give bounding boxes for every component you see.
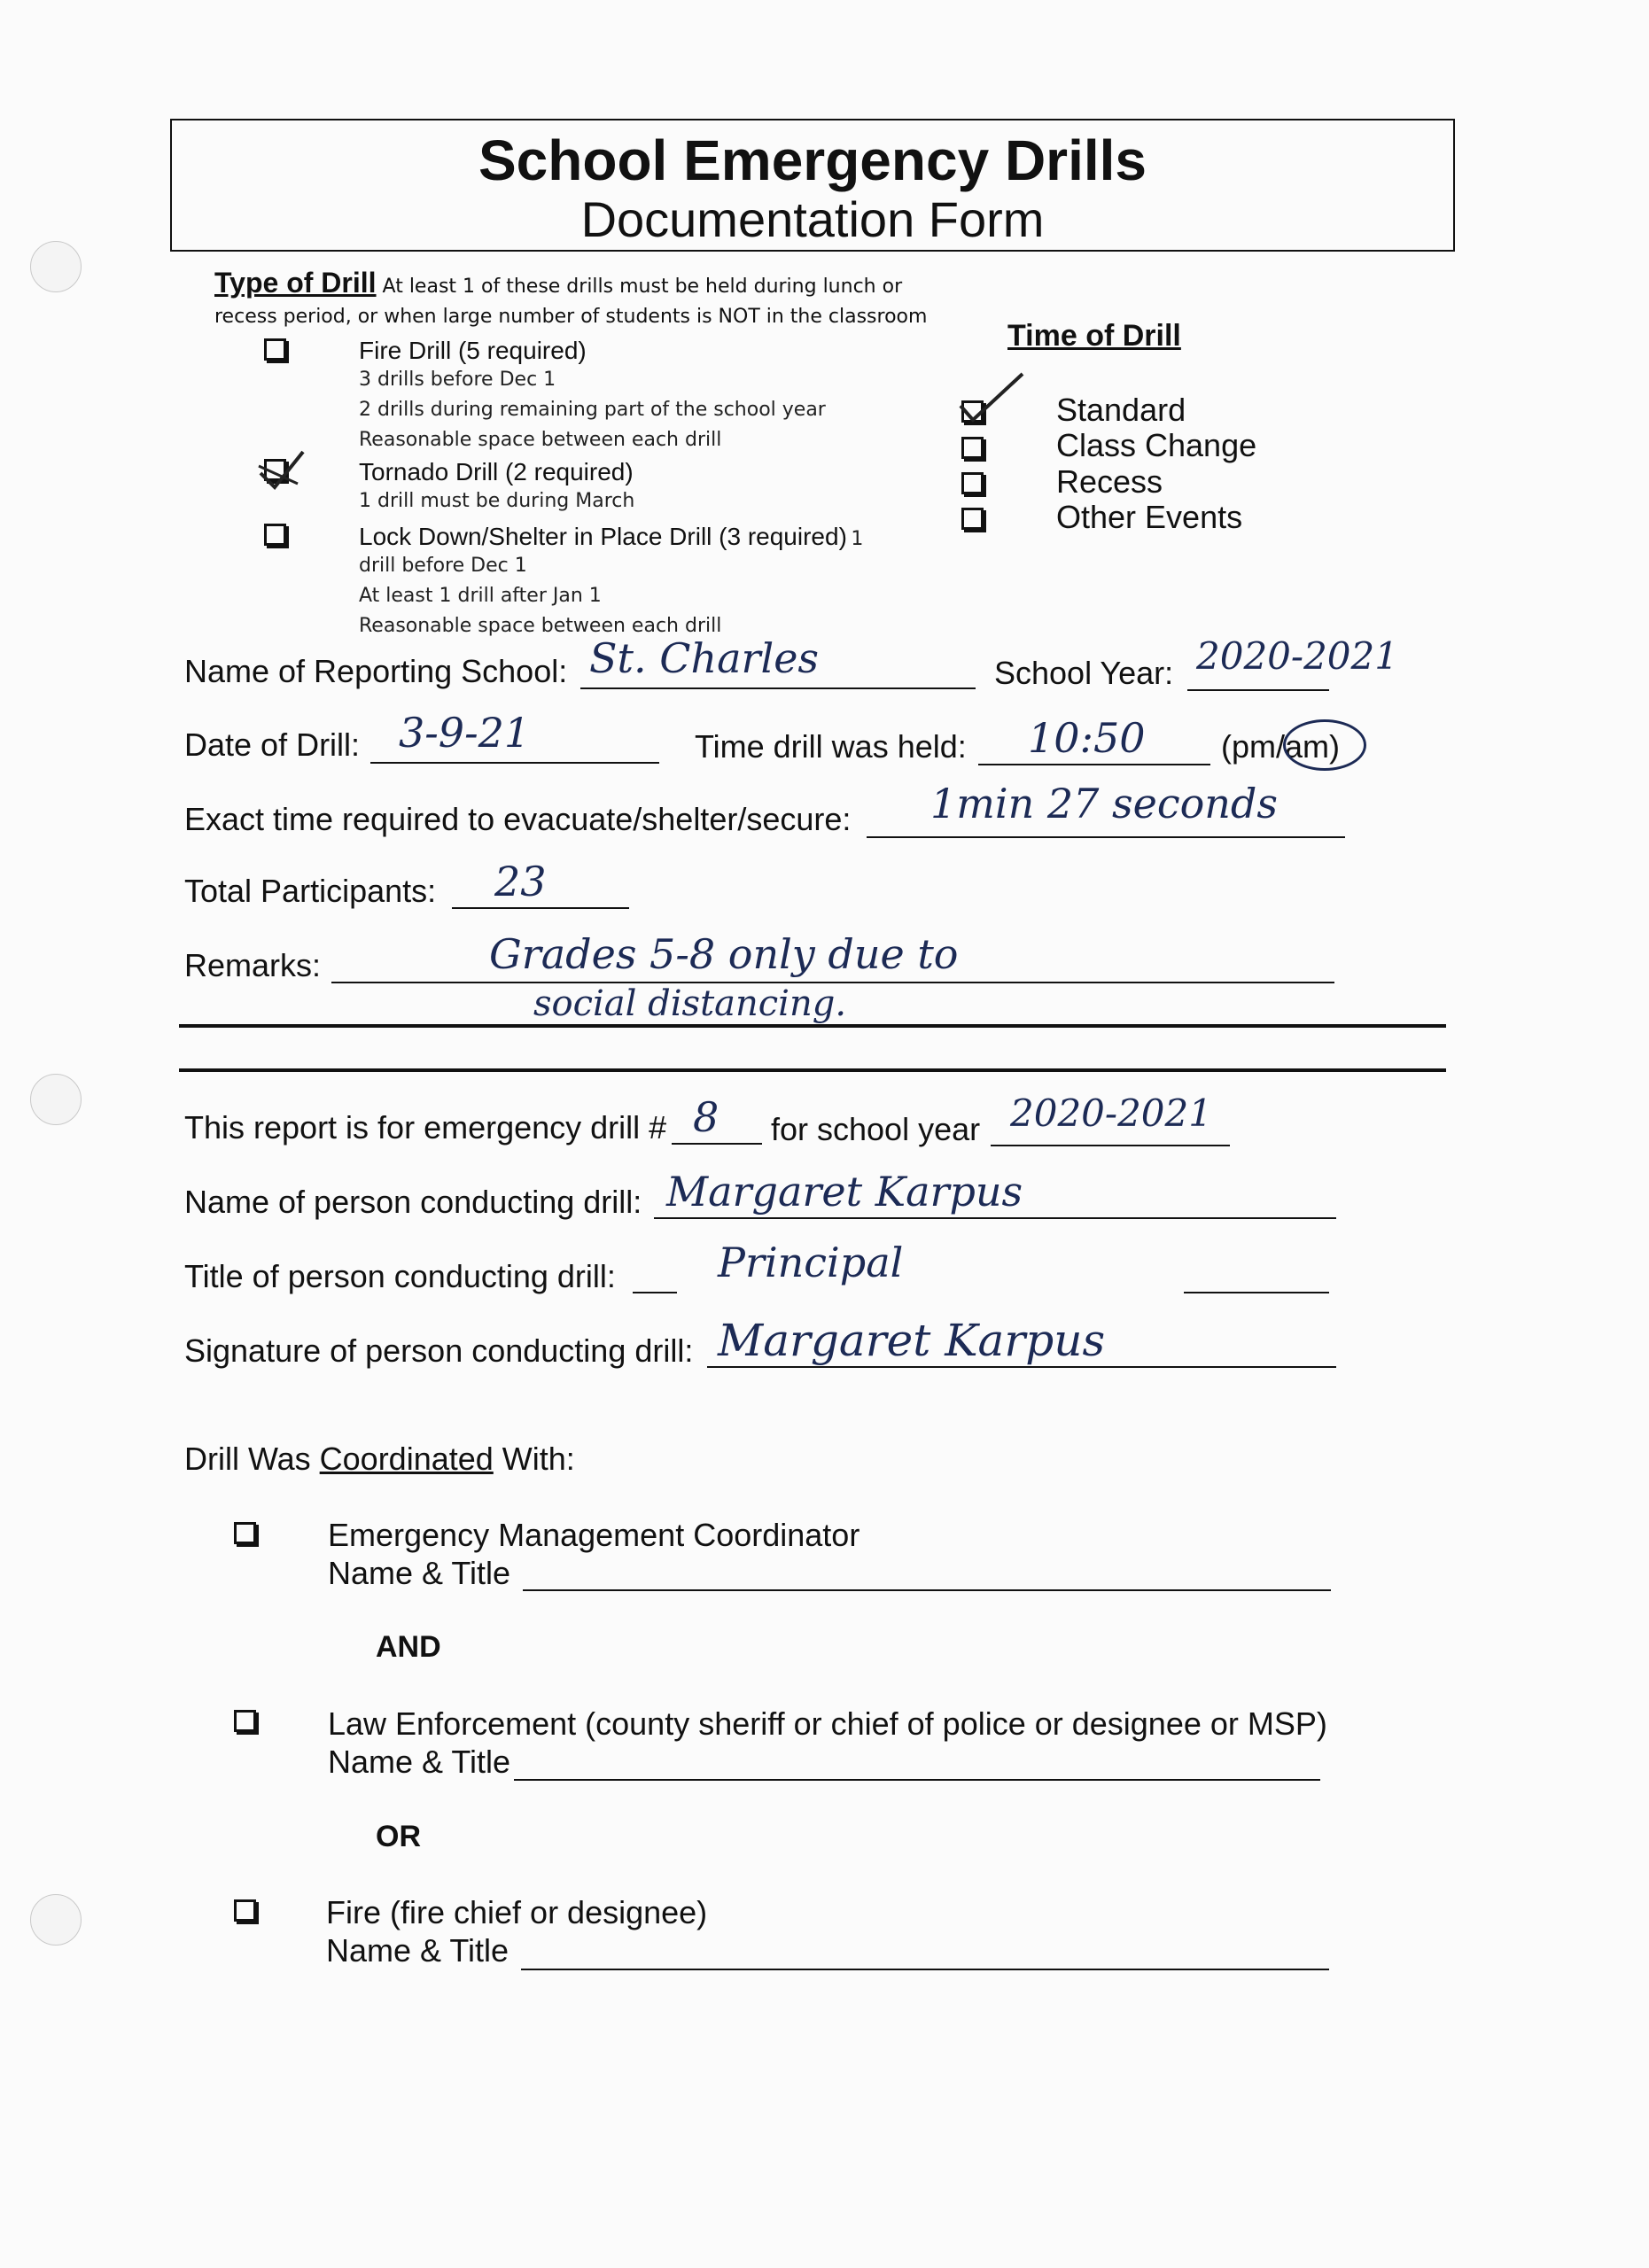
lockdown-drill-detail: Reasonable space between each drill bbox=[359, 615, 722, 637]
emergency-management-checkbox[interactable] bbox=[234, 1522, 256, 1544]
coordinated-heading-underlined: Coordinated bbox=[319, 1441, 494, 1477]
fire-chief-name-title-label: Name & Title bbox=[326, 1932, 509, 1969]
school-name-value[interactable]: St. Charles bbox=[589, 634, 820, 682]
person-name-value[interactable]: Margaret Karpus bbox=[666, 1168, 1023, 1216]
date-of-drill-value[interactable]: 3-9-21 bbox=[399, 709, 531, 757]
binder-hole-middle bbox=[30, 1074, 82, 1125]
type-of-drill-note: At least 1 of these drills must be held during lunch or recess period, or when large number of students is NOT in the classroom bbox=[214, 276, 928, 328]
for-school-year-label: for school year bbox=[771, 1111, 981, 1147]
other-events-label: Other Events bbox=[1056, 499, 1243, 535]
form-title: School Emergency Drills bbox=[478, 128, 1147, 192]
class-change-label: Class Change bbox=[1056, 427, 1257, 463]
lockdown-drill-item bbox=[359, 523, 863, 641]
remarks-line-3 bbox=[179, 1068, 1446, 1072]
recess-label: Recess bbox=[1056, 463, 1163, 500]
person-title-line-b bbox=[1184, 1292, 1329, 1293]
fire-drill-detail: Reasonable space between each drill bbox=[359, 429, 722, 451]
time-held-line bbox=[978, 764, 1210, 765]
remarks-value-line-2[interactable]: social distancing. bbox=[533, 983, 847, 1024]
evacuate-time-line bbox=[867, 836, 1345, 838]
other-events-checkbox[interactable] bbox=[961, 508, 984, 530]
tornado-drill-item bbox=[359, 458, 634, 517]
or-label: OR bbox=[376, 1820, 421, 1853]
law-enforcement-label: Law Enforcement (county sheriff or chief of police or designee or MSP) bbox=[328, 1705, 1327, 1742]
signature-line bbox=[707, 1366, 1336, 1368]
person-title-line-a bbox=[633, 1292, 677, 1293]
standard-checkmark-icon bbox=[955, 370, 1026, 423]
lockdown-drill-detail: drill before Dec 1 bbox=[359, 555, 527, 577]
fire-drill-detail: 2 drills during remaining part of the school year bbox=[359, 399, 826, 421]
emergency-management-name-title-line bbox=[523, 1589, 1331, 1591]
lockdown-drill-checkbox[interactable] bbox=[264, 524, 286, 546]
time-held-label: Time drill was held: bbox=[695, 728, 967, 765]
remarks-label: Remarks: bbox=[184, 947, 322, 983]
signature-label: Signature of person conducting drill: bbox=[184, 1332, 694, 1369]
fire-drill-checkbox[interactable] bbox=[264, 338, 286, 361]
drill-number-line bbox=[672, 1143, 762, 1145]
remarks-line-2 bbox=[179, 1024, 1446, 1028]
total-participants-value[interactable]: 23 bbox=[494, 858, 547, 905]
binder-hole-top bbox=[30, 241, 82, 292]
tornado-drill-detail: 1 drill must be during March bbox=[359, 490, 635, 512]
fire-chief-name-title-line bbox=[521, 1969, 1329, 1970]
am-pm-label: (pm/am) bbox=[1221, 728, 1340, 765]
emergency-management-label: Emergency Management Coordinator bbox=[328, 1517, 860, 1553]
school-year-label: School Year: bbox=[994, 655, 1174, 691]
class-change-checkbox[interactable] bbox=[961, 437, 984, 459]
drill-number-value[interactable]: 8 bbox=[693, 1093, 719, 1141]
evacuate-time-label: Exact time required to evacuate/shelter/secure: bbox=[184, 801, 852, 837]
date-of-drill-line bbox=[370, 762, 659, 764]
lockdown-drill-detail: At least 1 drill after Jan 1 bbox=[359, 585, 602, 607]
remarks-value-line-1[interactable]: Grades 5-8 only due to bbox=[489, 930, 959, 978]
time-of-drill-heading: Time of Drill bbox=[1007, 319, 1181, 353]
signature-value[interactable]: Margaret Karpus bbox=[718, 1315, 1106, 1366]
law-enforcement-name-title-line bbox=[514, 1779, 1320, 1781]
emergency-management-name-title-label: Name & Title bbox=[328, 1555, 511, 1591]
and-label: AND bbox=[376, 1630, 441, 1664]
evacuate-time-value[interactable]: 1min 27 seconds bbox=[930, 780, 1278, 827]
fire-chief-checkbox[interactable] bbox=[234, 1899, 256, 1922]
school-year-line bbox=[1187, 689, 1329, 691]
total-participants-line bbox=[452, 907, 629, 909]
tornado-checkmark-icon bbox=[255, 448, 308, 493]
am-circle-mark bbox=[1283, 719, 1366, 771]
school-name-line bbox=[580, 687, 976, 689]
person-name-label: Name of person conducting drill: bbox=[184, 1184, 642, 1220]
drill-number-label: This report is for emergency drill # bbox=[184, 1109, 667, 1146]
person-name-line bbox=[654, 1217, 1336, 1219]
person-title-value[interactable]: Principal bbox=[718, 1239, 904, 1286]
binder-hole-bottom bbox=[30, 1894, 82, 1946]
school-name-label: Name of Reporting School: bbox=[184, 653, 568, 689]
lockdown-drill-label: Lock Down/Shelter in Place Drill (3 required) bbox=[359, 523, 847, 550]
form-subtitle: Documentation Form bbox=[580, 191, 1045, 247]
type-of-drill-heading: Type of Drill bbox=[214, 267, 377, 299]
for-school-year-line bbox=[991, 1145, 1230, 1146]
tornado-drill-label: Tornado Drill (2 required) bbox=[359, 458, 634, 485]
coordinated-heading-suffix: With: bbox=[493, 1441, 575, 1477]
date-of-drill-label: Date of Drill: bbox=[184, 726, 361, 763]
law-enforcement-checkbox[interactable] bbox=[234, 1710, 256, 1732]
for-school-year-value[interactable]: 2020-2021 bbox=[1010, 1091, 1212, 1135]
school-year-value[interactable]: 2020-2021 bbox=[1196, 634, 1398, 678]
lockdown-drill-suffix: 1 bbox=[851, 528, 864, 550]
fire-chief-label: Fire (fire chief or designee) bbox=[326, 1894, 708, 1930]
coordinated-heading-prefix: Drill Was bbox=[184, 1441, 320, 1477]
total-participants-label: Total Participants: bbox=[184, 873, 437, 909]
fire-drill-item bbox=[359, 337, 826, 455]
standard-label: Standard bbox=[1056, 392, 1186, 428]
law-enforcement-name-title-label: Name & Title bbox=[328, 1744, 511, 1780]
coordinated-heading bbox=[184, 1441, 575, 1478]
header-box bbox=[170, 119, 1455, 252]
person-title-label: Title of person conducting drill: bbox=[184, 1258, 616, 1294]
time-held-value[interactable]: 10:50 bbox=[1028, 714, 1146, 762]
type-of-drill-section bbox=[214, 268, 950, 332]
recess-checkbox[interactable] bbox=[961, 472, 984, 494]
fire-drill-label: Fire Drill (5 required) bbox=[359, 337, 587, 364]
fire-drill-detail: 3 drills before Dec 1 bbox=[359, 369, 556, 391]
